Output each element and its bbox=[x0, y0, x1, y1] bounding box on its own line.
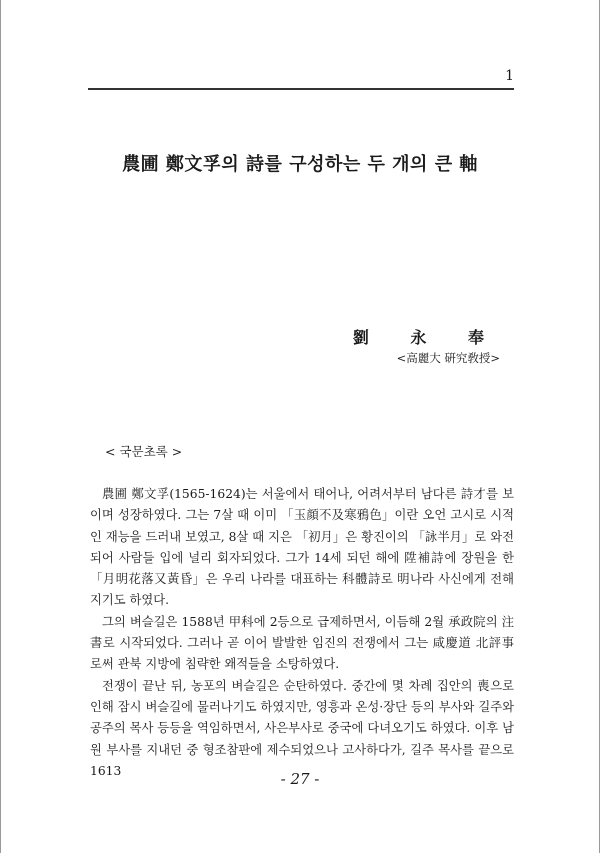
paragraph-1: 農圃 鄭文孚(1565-1624)는 서울에서 태어나, 어려서부터 남다른 詩才를 보이며 성장하였다. 그는 7살 때 이미 「玉顔不及寒鴉色」이란 오언 고시로 시적인 재능을 드러내 보였고, 8살 때 지은 「初月」은 황진이의 「詠半月」로 와전되어 사람들 입에 널리 회자되었다. 그가 14세 되던 해에 陞補詩에 장원을 한 「月明花落又黃昏」은 우리 나라를 대표하는 科體詩로 明나라 사신에게 전해지기도 하였다. bbox=[90, 487, 514, 608]
running-page-number: 1 bbox=[505, 68, 514, 84]
paper-title: 農圃 鄭文孚의 詩를 구성하는 두 개의 큰 軸 bbox=[122, 154, 478, 175]
paragraph-2: 그의 벼슬길은 1588년 甲科에 2등으로 급제하면서, 이듬해 2월 承政院의 注書로 시작되었다. 그러나 곧 이어 발발한 임진의 전쟁에서 그는 咸慶道 北評事로써 관북 지방에 침략한 왜적들을 소탕하였다. bbox=[90, 614, 514, 672]
paragraph-3: 전쟁이 끝난 뒤, 농포의 벼슬길은 순탄하였다. 중간에 몇 차례 집안의 喪으로 인해 잠시 벼슬길에 물러나기도 하였지만, 영흥과 온성·장단 등의 부사와 길주와 공주의 목사 등등을 역임하면서, 사은부사로 중국에 다녀오기도 하였다. 이후 남원 부사를 지내던 중 형조참판에 제수되었으나 고사하다가, 길주 목사를 끝으로 1613 bbox=[90, 678, 514, 778]
abstract-body bbox=[90, 484, 514, 782]
header-rule bbox=[88, 88, 514, 90]
abstract-heading: < 국문초록 > bbox=[105, 444, 183, 459]
footer-page-label: - 27 - bbox=[280, 770, 320, 788]
author-affiliation: <高麗大 硏究敎授> bbox=[396, 351, 500, 365]
author-name: 劉 永 奉 bbox=[352, 328, 502, 347]
